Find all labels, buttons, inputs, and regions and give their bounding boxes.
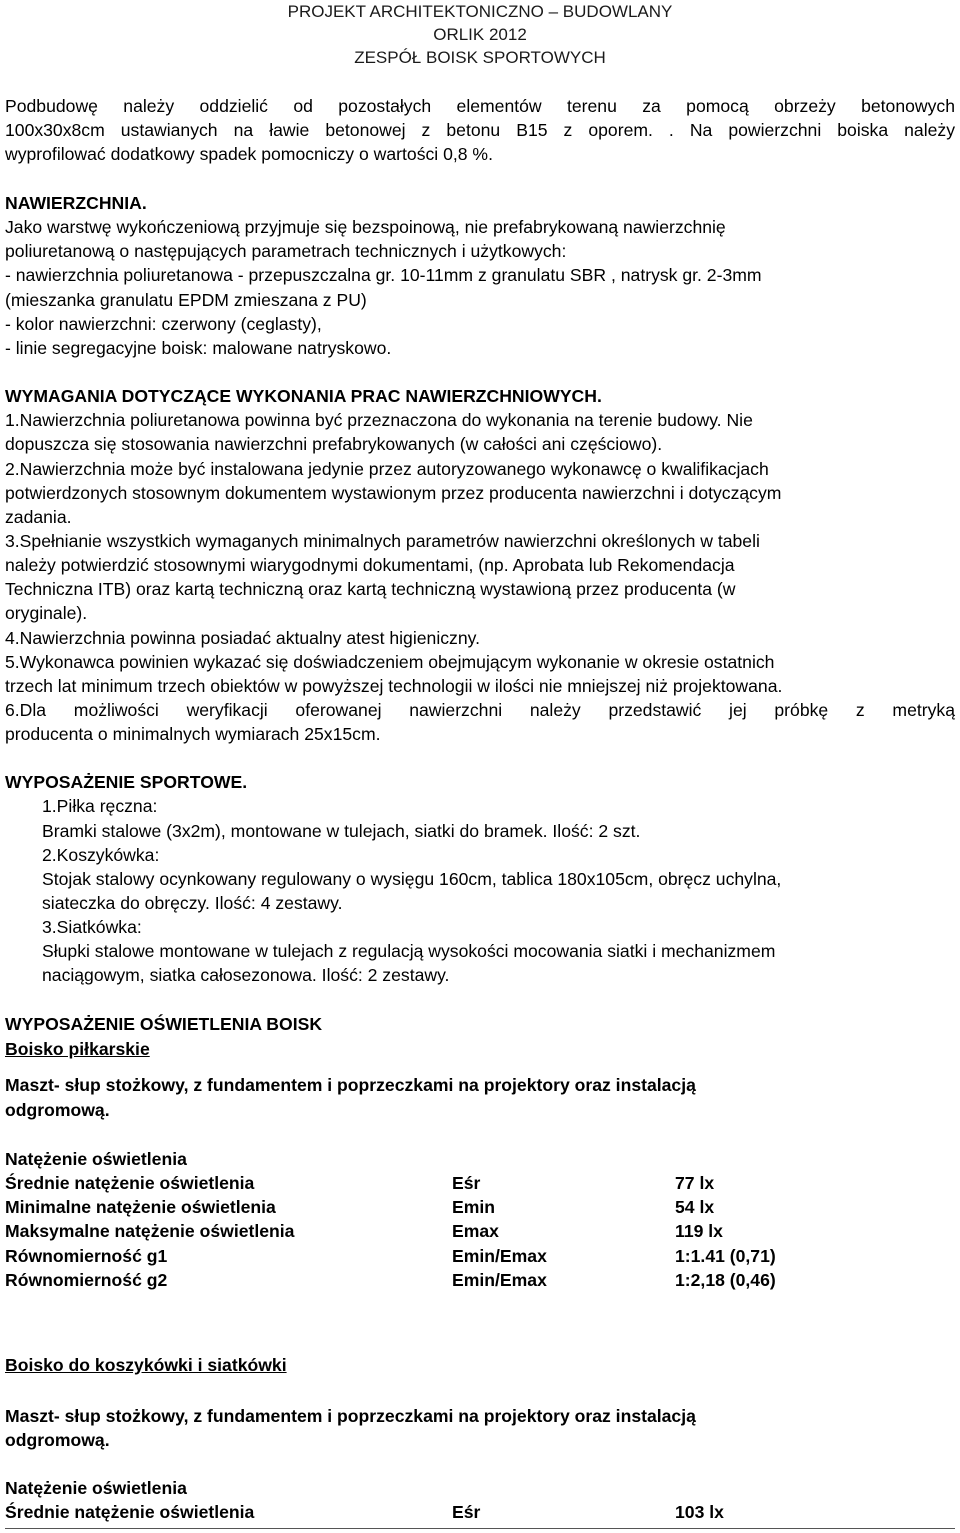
page-bottom-rule (5, 1528, 955, 1529)
lighting-symbol: Eśr (452, 1173, 481, 1193)
wymagania-line: dopuszcza się stosowania nawierzchni prefabrykowanych (w całości ani częściowo). (5, 434, 663, 454)
wymagania-line: 5.Wykonawca powinien wykazać się doświadczeniem obejmującym wykonanie w okresie ostatnich (5, 652, 775, 672)
lighting-param: Średnie natężenie oświetlenia (5, 1502, 255, 1522)
nawierzchnia-line: - nawierzchnia poliuretanowa - przepuszczalna gr. 10-11mm z granulatu SBR , natrysk gr. 2-3mm (5, 265, 762, 285)
lighting-value: 103 lx (675, 1502, 724, 1522)
wymagania-line: 6.Dla możliwości weryfikacji oferowanej nawierzchni należy przedstawić jej próbkę z metryką (5, 700, 955, 720)
wyposazenie-line: 1.Piłka ręczna: (42, 796, 158, 816)
section-heading-wyposazenie: WYPOSAŻENIE SPORTOWE. (5, 772, 248, 792)
lighting-value: 77 lx (675, 1173, 715, 1193)
wyposazenie-line: Bramki stalowe (3x2m), montowane w tulejach, siatki do bramek. Ilość: 2 szt. (42, 821, 641, 841)
wymagania-line: producenta o minimalnych wymiarach 25x15cm. (5, 724, 381, 744)
lighting-symbol: Emin/Emax (452, 1270, 547, 1290)
wyposazenie-line: 3.Siatkówka: (42, 917, 142, 937)
natezenie-heading: Natężenie oświetlenia (5, 1478, 187, 1498)
intro-line: Podbudowę należy oddzielić od pozostałych elementów terenu za pomocą obrzeży betonowych (5, 96, 955, 116)
lighting-param: Równomierność g1 (5, 1246, 168, 1266)
lighting-param: Minimalne natężenie oświetlenia (5, 1197, 276, 1217)
subsection-title-koszykowka: Boisko do koszykówki i siatkówki (5, 1355, 287, 1375)
maszt-description: odgromową. (5, 1100, 110, 1120)
maszt-description: Maszt- słup stożkowy, z fundamentem i poprzeczkami na projektory oraz instalacją (5, 1406, 696, 1426)
wyposazenie-line: 2.Koszykówka: (42, 845, 160, 865)
lighting-symbol: Eśr (452, 1502, 481, 1522)
wyposazenie-line: siateczka do obręczy. Ilość: 4 zestawy. (42, 893, 343, 913)
nawierzchnia-line: - kolor nawierzchni: czerwony (ceglasty), (5, 314, 322, 334)
lighting-param: Równomierność g2 (5, 1270, 168, 1290)
header-line-project: PROJEKT ARCHITEKTONICZNO – BUDOWLANY (287, 2, 673, 21)
lighting-param: Maksymalne natężenie oświetlenia (5, 1221, 295, 1241)
section-heading-wymagania: WYMAGANIA DOTYCZĄCE WYKONANIA PRAC NAWIERZCHNIOWYCH. (5, 386, 602, 406)
subsection-title-pilkarskie: Boisko piłkarskie (5, 1039, 150, 1059)
header-line-zespol: ZESPÓŁ BOISK SPORTOWYCH (354, 48, 606, 67)
wymagania-line: 2.Nawierzchnia może być instalowana jedynie przez autoryzowanego wykonawcę o kwalifikacjach (5, 459, 769, 479)
wymagania-line: zadania. (5, 507, 72, 527)
lighting-value: 1:1.41 (0,71) (675, 1246, 776, 1266)
wyposazenie-line: Stojak stalowy ocynkowany regulowany o wysięgu 160cm, tablica 180x105cm, obręcz uchylna, (42, 869, 782, 889)
lighting-symbol: Emin (452, 1197, 496, 1217)
wyposazenie-line: Słupki stalowe montowane w tulejach z regulacją wysokości mocowania siatki i mechanizmem (42, 941, 776, 961)
intro-line: wyprofilować dodatkowy spadek pomocniczy o wartości 0,8 %. (5, 144, 493, 164)
wymagania-line: potwierdzonych stosownym dokumentem wystawionym przez producenta nawierzchni i dotyczącym (5, 483, 782, 503)
header-line-orlik: ORLIK 2012 (433, 25, 527, 44)
lighting-value: 119 lx (675, 1221, 723, 1241)
lighting-param: Średnie natężenie oświetlenia (5, 1173, 255, 1193)
intro-line: 100x30x8cm ustawianych na ławie betonowej z betonu B15 z oporem. . Na powierzchni boiska należy (5, 120, 955, 140)
lighting-value: 54 lx (675, 1197, 715, 1217)
nawierzchnia-line: Jako warstwę wykończeniową przyjmuje się bezspoinową, nie prefabrykowaną nawierzchnię (5, 217, 726, 237)
lighting-symbol: Emax (452, 1221, 499, 1241)
lighting-value: 1:2,18 (0,46) (675, 1270, 776, 1290)
lighting-symbol: Emin/Emax (452, 1246, 547, 1266)
section-heading-nawierzchnia: NAWIERZCHNIA. (5, 193, 147, 213)
wymagania-line: Techniczna ITB) oraz kartą techniczną oraz kartą techniczną wystawioną przez producenta (w (5, 579, 736, 599)
maszt-description: odgromową. (5, 1430, 110, 1450)
wyposazenie-line: naciągowym, siatka całosezonowa. Ilość: 2 zestawy. (42, 965, 450, 985)
nawierzchnia-line: (mieszanka granulatu EPDM zmieszana z PU) (5, 290, 367, 310)
wymagania-line: 4.Nawierzchnia powinna posiadać aktualny atest higieniczny. (5, 628, 480, 648)
wymagania-line: 3.Spełnianie wszystkich wymaganych minimalnych parametrów nawierzchni określonych w tabeli (5, 531, 760, 551)
wymagania-line: oryginale). (5, 603, 88, 623)
wymagania-line: 1.Nawierzchnia poliuretanowa powinna być przeznaczona do wykonania na terenie budowy. Nie (5, 410, 753, 430)
wymagania-line: trzech lat minimum trzech obiektów w powyższej technologii w ilości nie mniejszej niż projektowana. (5, 676, 783, 696)
nawierzchnia-line: - linie segregacyjne boisk: malowane natryskowo. (5, 338, 392, 358)
wymagania-line: należy potwierdzić stosownymi wiarygodnymi dokumentami, (np. Aprobata lub Rekomendacja (5, 555, 735, 575)
maszt-description: Maszt- słup stożkowy, z fundamentem i poprzeczkami na projektory oraz instalacją (5, 1075, 696, 1095)
natezenie-heading: Natężenie oświetlenia (5, 1149, 187, 1169)
document-header (0, 0, 960, 69)
nawierzchnia-line: poliuretanową o następujących parametrach technicznych i użytkowych: (5, 241, 567, 261)
section-heading-oswietlenie: WYPOSAŻENIE OŚWIETLENIA BOISK (5, 1014, 323, 1034)
